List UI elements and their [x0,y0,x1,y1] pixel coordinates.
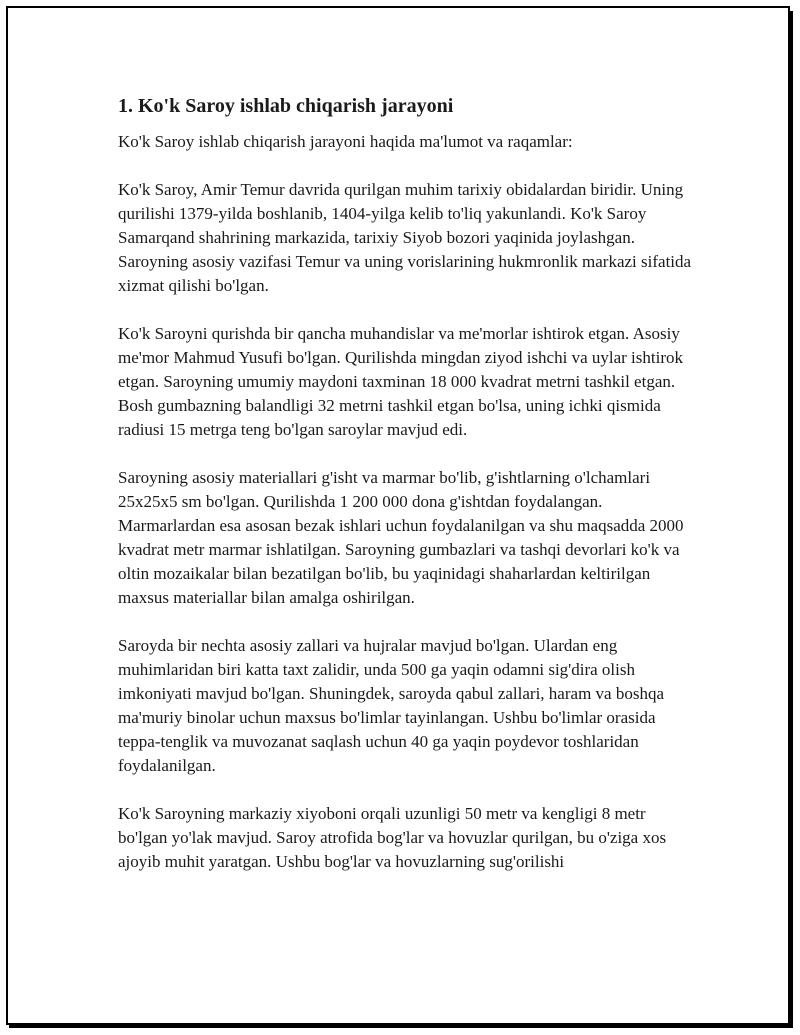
document-title: 1. Ko'k Saroy ishlab chiqarish jarayoni [118,95,454,117]
document-body [118,92,698,898]
paragraph-1: Ko'k Saroy, Amir Temur davrida qurilgan muhim tarixiy obidalardan biridir. Uning qurilishi 1379-yilda boshlanib, 1404-yilga kelib to'liq yakunlandi. Ko'k Saroy Samarqand shahrining markazida, tarixiy Siyob bozori yaqinida joylashgan. Saroyning asosiy vazifasi Temur va uning vorislarining hukmronlik markazi sifatida xizmat qilishi bo'lgan. [118,180,692,295]
intro-paragraph: Ko'k Saroy ishlab chiqarish jarayoni haqida ma'lumot va raqamlar: [118,132,573,151]
paragraph-4: Saroyda bir nechta asosiy zallari va hujralar mavjud bo'lgan. Ulardan eng muhimlaridan biri katta taxt zalidir, unda 500 ga yaqin odamni sig'dira olish imkoniyati mavjud bo'lgan. Shuningdek, saroyda qabul zallari, haram va boshqa ma'muriy binolar uchun maxsus bo'limlar tayinlangan. Ushbu bo'limlar orasida teppa-tenglik va muvozanat saqlash uchun 40 ga yaqin poydevor toshlaridan foydalanilgan. [118,636,664,775]
page-shadow [9,1025,793,1028]
paragraph-2: Ko'k Saroyni qurishda bir qancha muhandislar va me'morlar ishtirok etgan. Asosiy me'mor Mahmud Yusufi bo'lgan. Qurilishda mingdan ziyod ishchi va uylar ishtirok etgan. Saroyning umumiy maydoni taxminan 18 000 kvadrat metrni tashkil etgan. Bosh gumbazning balandligi 32 metrni tashkil etgan bo'lsa, uning ichki qismida radiusi 15 metrga teng bo'lgan saroylar mavjud edi. [118,324,684,439]
paragraph-3: Saroyning asosiy materiallari g'isht va marmar bo'lib, g'ishtlarning o'lchamlari 25x25x5 sm bo'lgan. Qurilishda 1 200 000 dona g'ishtdan foydalangan. Marmarlardan esa asosan bezak ishlari uchun foydalanilgan va shu maqsadda 2000 kvadrat metr marmar ishlatilgan. Saroyning gumbazlari va tashqi devorlari ko'k va oltin mozaikalar bilan bezatilgan bo'lib, bu yaqinidagi shaharlardan keltirilgan maxsus materiallar bilan amalga oshirilgan. [118,468,684,607]
paragraph-5: Ko'k Saroyning markaziy xiyoboni orqali uzunligi 50 metr va kengligi 8 metr bo'lgan yo'lak mavjud. Saroy atrofida bog'lar va hovuzlar qurilgan, bu o'ziga xos ajoyib muhit yaratgan. Ushbu bog'lar va hovuzlarning sug'orilishi [118,804,667,871]
